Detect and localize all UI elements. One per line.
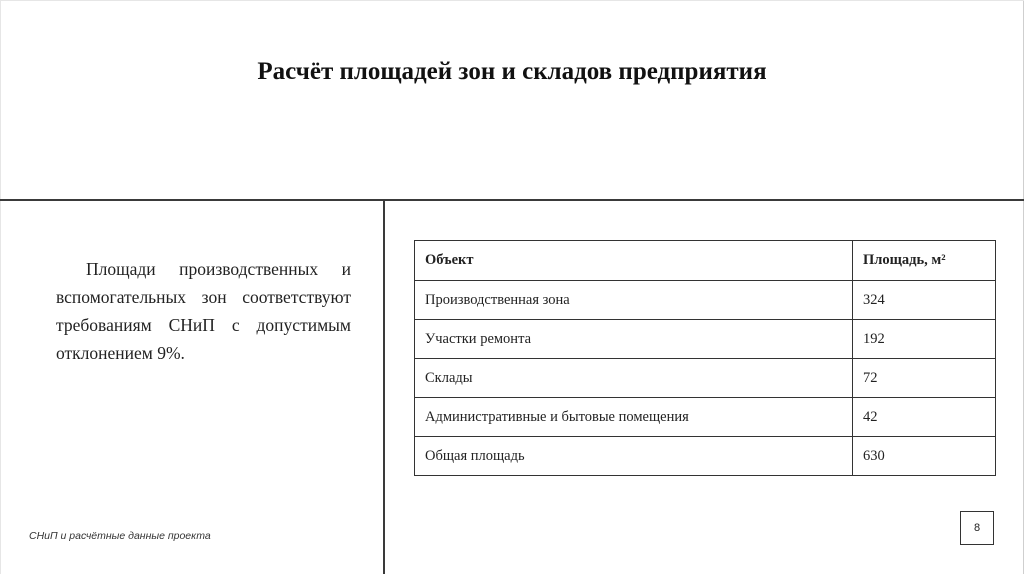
slide-top-edge: [0, 0, 1024, 1]
table-row: [415, 398, 996, 437]
horizontal-divider: [0, 199, 1024, 201]
summary-paragraph: Площади производственных и вспомогательных зон соответствуют требованиям СНиП с допустимым отклонением 9%.: [56, 259, 351, 363]
table-row-total: [415, 437, 996, 476]
area-cell: 42: [853, 398, 996, 437]
object-cell: Участки ремонта: [415, 320, 853, 359]
area-cell: 630: [853, 437, 996, 476]
slide-title: Расчёт площадей зон и складов предприятия: [257, 58, 767, 85]
table-row: [415, 320, 996, 359]
area-table: [414, 240, 996, 476]
slide-left-edge: [0, 0, 1, 574]
object-cell: Административные и бытовые помещения: [415, 398, 853, 437]
area-cell: 324: [853, 281, 996, 320]
area-cell: 72: [853, 359, 996, 398]
column-header-area: Площадь, м²: [853, 241, 996, 281]
object-cell: Общая площадь: [415, 437, 853, 476]
object-cell: Склады: [415, 359, 853, 398]
object-cell: Производственная зона: [415, 281, 853, 320]
column-header-object: Объект: [415, 241, 853, 281]
area-cell: 192: [853, 320, 996, 359]
source-note: СНиП и расчётные данные проекта: [29, 530, 211, 542]
table-header-row: [415, 241, 996, 281]
table-row: [415, 281, 996, 320]
page-number: 8: [960, 511, 994, 545]
table-row: [415, 359, 996, 398]
vertical-divider: [383, 199, 385, 574]
